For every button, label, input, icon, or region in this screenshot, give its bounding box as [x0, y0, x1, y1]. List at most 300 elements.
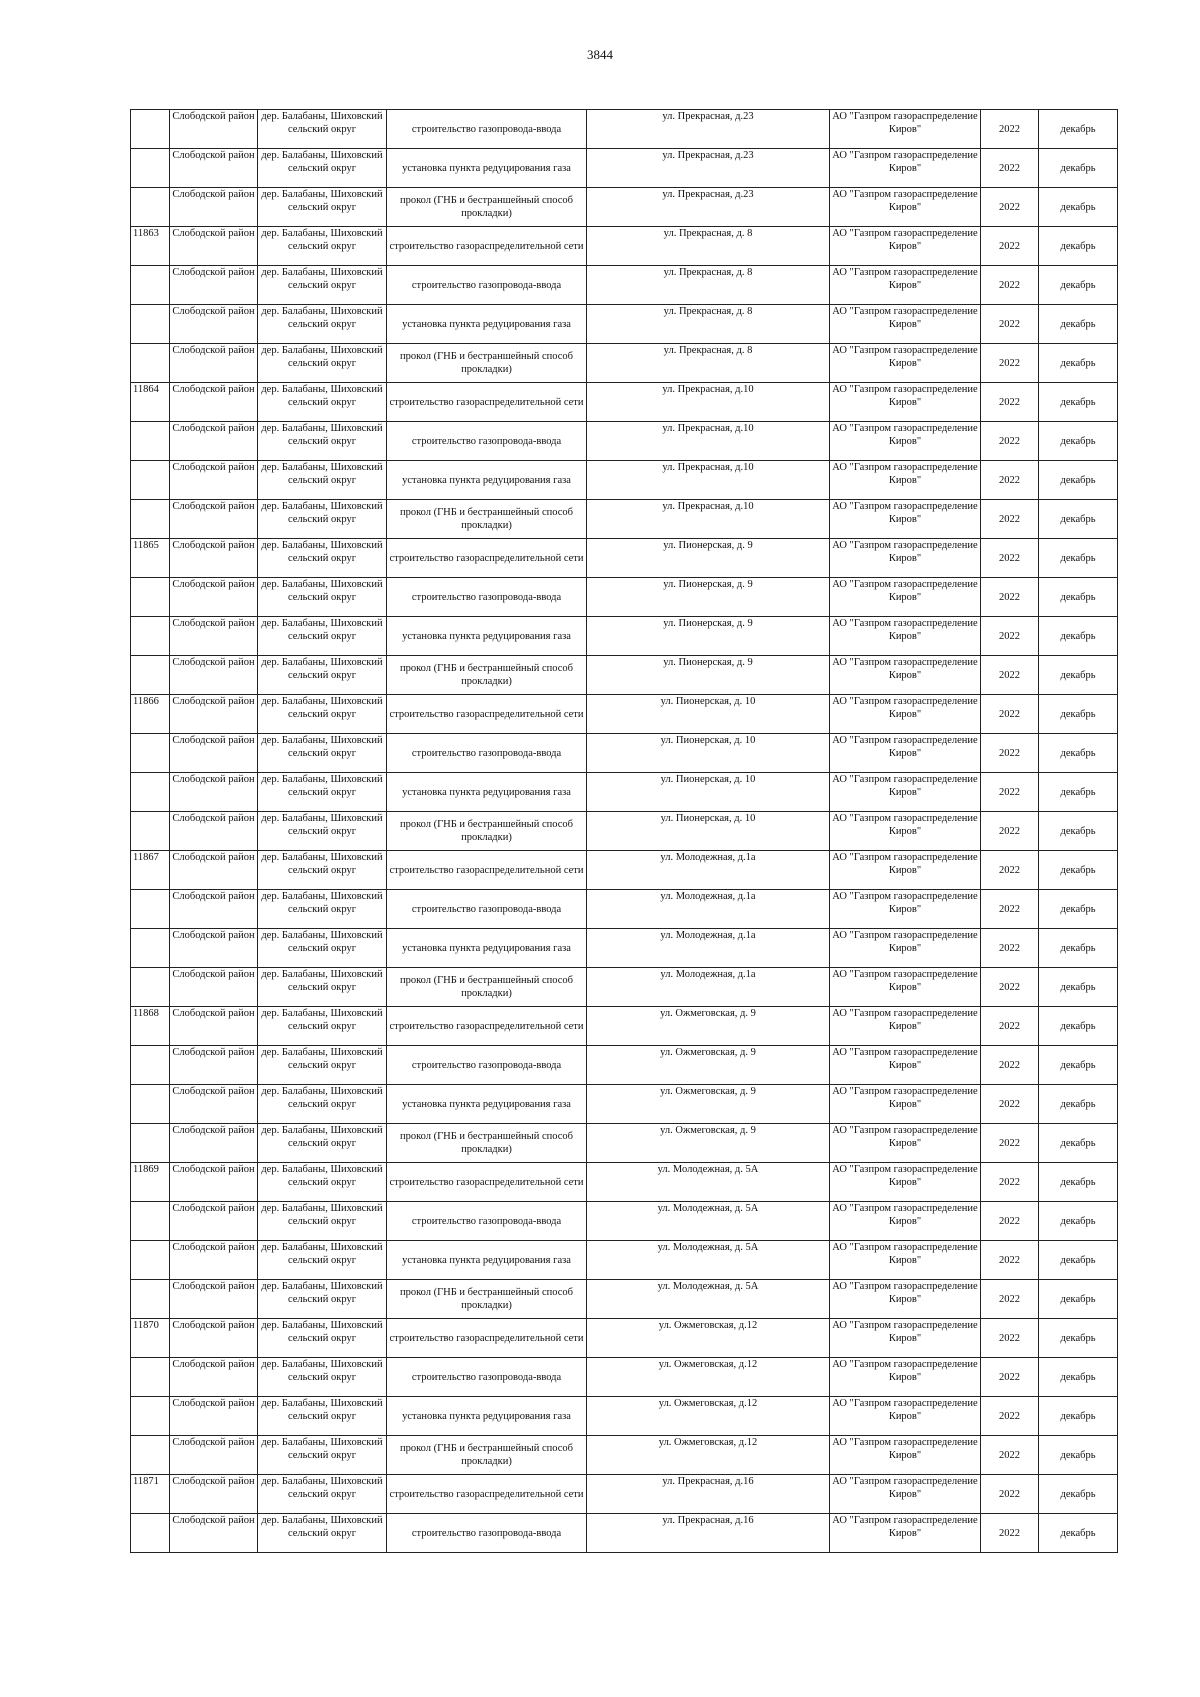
district-cell: Слободской район	[170, 695, 258, 734]
year-cell: 2022	[981, 890, 1039, 929]
district-cell: Слободской район	[170, 1085, 258, 1124]
settlement-cell: дер. Балабаны, Шиховский сельский округ	[258, 1280, 387, 1319]
district-cell: Слободской район	[170, 383, 258, 422]
table-row	[131, 1241, 1118, 1280]
organization-cell: АО "Газпром газораспределение Киров"	[830, 1046, 981, 1085]
district-cell: Слободской район	[170, 1358, 258, 1397]
work-type-cell: установка пункта редуцирования газа	[387, 1397, 587, 1436]
district-cell: Слободской район	[170, 1241, 258, 1280]
row-number	[131, 1124, 170, 1163]
table-row	[131, 461, 1118, 500]
table-row	[131, 422, 1118, 461]
row-number	[131, 461, 170, 500]
month-cell: декабрь	[1039, 1514, 1118, 1553]
settlement-cell: дер. Балабаны, Шиховский сельский округ	[258, 500, 387, 539]
organization-cell: АО "Газпром газораспределение Киров"	[830, 734, 981, 773]
year-cell: 2022	[981, 773, 1039, 812]
row-number	[131, 929, 170, 968]
month-cell: декабрь	[1039, 734, 1118, 773]
row-number	[131, 1046, 170, 1085]
organization-cell: АО "Газпром газораспределение Киров"	[830, 1202, 981, 1241]
table-row	[131, 1202, 1118, 1241]
month-cell: декабрь	[1039, 578, 1118, 617]
settlement-cell: дер. Балабаны, Шиховский сельский округ	[258, 734, 387, 773]
year-cell: 2022	[981, 188, 1039, 227]
settlement-cell: дер. Балабаны, Шиховский сельский округ	[258, 1514, 387, 1553]
work-type-cell: строительство газопровода-ввода	[387, 266, 587, 305]
year-cell: 2022	[981, 617, 1039, 656]
month-cell: декабрь	[1039, 1475, 1118, 1514]
address-cell: ул. Ожмеговская, д.12	[587, 1436, 830, 1475]
organization-cell: АО "Газпром газораспределение Киров"	[830, 1085, 981, 1124]
month-cell: декабрь	[1039, 305, 1118, 344]
row-number	[131, 1241, 170, 1280]
district-cell: Слободской район	[170, 1514, 258, 1553]
address-cell: ул. Прекрасная, д.23	[587, 149, 830, 188]
work-type-cell: прокол (ГНБ и бестраншейный способ прокладки)	[387, 656, 587, 695]
settlement-cell: дер. Балабаны, Шиховский сельский округ	[258, 110, 387, 149]
address-cell: ул. Прекрасная, д. 8	[587, 266, 830, 305]
address-cell: ул. Пионерская, д. 9	[587, 617, 830, 656]
work-type-cell: строительство газопровода-ввода	[387, 1358, 587, 1397]
district-cell: Слободской район	[170, 1124, 258, 1163]
organization-cell: АО "Газпром газораспределение Киров"	[830, 227, 981, 266]
row-number	[131, 1436, 170, 1475]
organization-cell: АО "Газпром газораспределение Киров"	[830, 695, 981, 734]
month-cell: декабрь	[1039, 1241, 1118, 1280]
organization-cell: АО "Газпром газораспределение Киров"	[830, 461, 981, 500]
row-number: 11868	[131, 1007, 170, 1046]
district-cell: Слободской район	[170, 149, 258, 188]
year-cell: 2022	[981, 578, 1039, 617]
row-number: 11865	[131, 539, 170, 578]
table-row	[131, 305, 1118, 344]
table-row	[131, 227, 1118, 266]
year-cell: 2022	[981, 929, 1039, 968]
organization-cell: АО "Газпром газораспределение Киров"	[830, 149, 981, 188]
row-number	[131, 344, 170, 383]
works-table	[130, 109, 1118, 1553]
organization-cell: АО "Газпром газораспределение Киров"	[830, 344, 981, 383]
work-type-cell: строительство газопровода-ввода	[387, 1046, 587, 1085]
settlement-cell: дер. Балабаны, Шиховский сельский округ	[258, 1163, 387, 1202]
year-cell: 2022	[981, 1241, 1039, 1280]
table-row	[131, 890, 1118, 929]
organization-cell: АО "Газпром газораспределение Киров"	[830, 578, 981, 617]
address-cell: ул. Молодежная, д. 5А	[587, 1163, 830, 1202]
work-type-cell: прокол (ГНБ и бестраншейный способ прокладки)	[387, 1436, 587, 1475]
address-cell: ул. Молодежная, д. 5А	[587, 1280, 830, 1319]
address-cell: ул. Молодежная, д. 5А	[587, 1202, 830, 1241]
year-cell: 2022	[981, 266, 1039, 305]
organization-cell: АО "Газпром газораспределение Киров"	[830, 812, 981, 851]
year-cell: 2022	[981, 695, 1039, 734]
address-cell: ул. Прекрасная, д.23	[587, 110, 830, 149]
month-cell: декабрь	[1039, 1163, 1118, 1202]
address-cell: ул. Прекрасная, д.23	[587, 188, 830, 227]
district-cell: Слободской район	[170, 968, 258, 1007]
address-cell: ул. Прекрасная, д.10	[587, 461, 830, 500]
work-type-cell: строительство газопровода-ввода	[387, 1202, 587, 1241]
row-number	[131, 266, 170, 305]
organization-cell: АО "Газпром газораспределение Киров"	[830, 1436, 981, 1475]
year-cell: 2022	[981, 422, 1039, 461]
settlement-cell: дер. Балабаны, Шиховский сельский округ	[258, 539, 387, 578]
row-number: 11870	[131, 1319, 170, 1358]
address-cell: ул. Пионерская, д. 10	[587, 695, 830, 734]
month-cell: декабрь	[1039, 227, 1118, 266]
settlement-cell: дер. Балабаны, Шиховский сельский округ	[258, 383, 387, 422]
year-cell: 2022	[981, 1046, 1039, 1085]
work-type-cell: строительство газораспределительной сети	[387, 1319, 587, 1358]
table-row	[131, 1280, 1118, 1319]
row-number	[131, 1358, 170, 1397]
year-cell: 2022	[981, 1163, 1039, 1202]
work-type-cell: строительство газопровода-ввода	[387, 1514, 587, 1553]
work-type-cell: строительство газораспределительной сети	[387, 539, 587, 578]
table-row	[131, 734, 1118, 773]
settlement-cell: дер. Балабаны, Шиховский сельский округ	[258, 968, 387, 1007]
row-number: 11871	[131, 1475, 170, 1514]
month-cell: декабрь	[1039, 110, 1118, 149]
settlement-cell: дер. Балабаны, Шиховский сельский округ	[258, 1358, 387, 1397]
work-type-cell: строительство газораспределительной сети	[387, 1163, 587, 1202]
work-type-cell: прокол (ГНБ и бестраншейный способ прокладки)	[387, 812, 587, 851]
district-cell: Слободской район	[170, 617, 258, 656]
address-cell: ул. Пионерская, д. 9	[587, 539, 830, 578]
row-number	[131, 617, 170, 656]
month-cell: декабрь	[1039, 1280, 1118, 1319]
organization-cell: АО "Газпром газораспределение Киров"	[830, 1163, 981, 1202]
address-cell: ул. Пионерская, д. 10	[587, 812, 830, 851]
month-cell: декабрь	[1039, 539, 1118, 578]
work-type-cell: установка пункта редуцирования газа	[387, 149, 587, 188]
row-number	[131, 305, 170, 344]
year-cell: 2022	[981, 812, 1039, 851]
work-type-cell: установка пункта редуцирования газа	[387, 929, 587, 968]
address-cell: ул. Прекрасная, д. 8	[587, 344, 830, 383]
table-row	[131, 188, 1118, 227]
district-cell: Слободской район	[170, 1163, 258, 1202]
address-cell: ул. Молодежная, д. 5А	[587, 1241, 830, 1280]
settlement-cell: дер. Балабаны, Шиховский сельский округ	[258, 851, 387, 890]
month-cell: декабрь	[1039, 851, 1118, 890]
table-row	[131, 1085, 1118, 1124]
settlement-cell: дер. Балабаны, Шиховский сельский округ	[258, 1202, 387, 1241]
year-cell: 2022	[981, 227, 1039, 266]
row-number	[131, 500, 170, 539]
month-cell: декабрь	[1039, 461, 1118, 500]
district-cell: Слободской район	[170, 734, 258, 773]
organization-cell: АО "Газпром газораспределение Киров"	[830, 305, 981, 344]
table-row	[131, 149, 1118, 188]
year-cell: 2022	[981, 1358, 1039, 1397]
settlement-cell: дер. Балабаны, Шиховский сельский округ	[258, 773, 387, 812]
address-cell: ул. Прекрасная, д. 8	[587, 227, 830, 266]
settlement-cell: дер. Балабаны, Шиховский сельский округ	[258, 266, 387, 305]
month-cell: декабрь	[1039, 773, 1118, 812]
row-number: 11863	[131, 227, 170, 266]
work-type-cell: установка пункта редуцирования газа	[387, 305, 587, 344]
address-cell: ул. Ожмеговская, д. 9	[587, 1046, 830, 1085]
organization-cell: АО "Газпром газораспределение Киров"	[830, 1319, 981, 1358]
month-cell: декабрь	[1039, 188, 1118, 227]
organization-cell: АО "Газпром газораспределение Киров"	[830, 1241, 981, 1280]
row-number	[131, 422, 170, 461]
district-cell: Слободской район	[170, 266, 258, 305]
row-number	[131, 1085, 170, 1124]
row-number	[131, 149, 170, 188]
district-cell: Слободской район	[170, 1475, 258, 1514]
organization-cell: АО "Газпром газораспределение Киров"	[830, 500, 981, 539]
year-cell: 2022	[981, 851, 1039, 890]
row-number	[131, 1514, 170, 1553]
month-cell: декабрь	[1039, 890, 1118, 929]
row-number	[131, 968, 170, 1007]
table-row	[131, 539, 1118, 578]
year-cell: 2022	[981, 539, 1039, 578]
settlement-cell: дер. Балабаны, Шиховский сельский округ	[258, 1007, 387, 1046]
address-cell: ул. Ожмеговская, д. 9	[587, 1124, 830, 1163]
district-cell: Слободской район	[170, 773, 258, 812]
month-cell: декабрь	[1039, 1124, 1118, 1163]
settlement-cell: дер. Балабаны, Шиховский сельский округ	[258, 149, 387, 188]
address-cell: ул. Пионерская, д. 9	[587, 578, 830, 617]
row-number: 11869	[131, 1163, 170, 1202]
address-cell: ул. Пионерская, д. 9	[587, 656, 830, 695]
page-number: 3844	[587, 47, 613, 62]
work-type-cell: строительство газопровода-ввода	[387, 890, 587, 929]
table-row	[131, 656, 1118, 695]
district-cell: Слободской район	[170, 1280, 258, 1319]
month-cell: декабрь	[1039, 1007, 1118, 1046]
work-type-cell: установка пункта редуцирования газа	[387, 1241, 587, 1280]
settlement-cell: дер. Балабаны, Шиховский сельский округ	[258, 617, 387, 656]
table-row	[131, 773, 1118, 812]
row-number	[131, 1397, 170, 1436]
organization-cell: АО "Газпром газораспределение Киров"	[830, 1280, 981, 1319]
month-cell: декабрь	[1039, 929, 1118, 968]
table-row	[131, 929, 1118, 968]
district-cell: Слободской район	[170, 539, 258, 578]
year-cell: 2022	[981, 1397, 1039, 1436]
organization-cell: АО "Газпром газораспределение Киров"	[830, 188, 981, 227]
table-row	[131, 851, 1118, 890]
district-cell: Слободской район	[170, 1436, 258, 1475]
year-cell: 2022	[981, 1436, 1039, 1475]
settlement-cell: дер. Балабаны, Шиховский сельский округ	[258, 812, 387, 851]
district-cell: Слободской район	[170, 812, 258, 851]
row-number: 11866	[131, 695, 170, 734]
year-cell: 2022	[981, 968, 1039, 1007]
table-row	[131, 1007, 1118, 1046]
work-type-cell: строительство газораспределительной сети	[387, 1475, 587, 1514]
settlement-cell: дер. Балабаны, Шиховский сельский округ	[258, 1475, 387, 1514]
work-type-cell: установка пункта редуцирования газа	[387, 1085, 587, 1124]
year-cell: 2022	[981, 461, 1039, 500]
district-cell: Слободской район	[170, 1202, 258, 1241]
work-type-cell: строительство газораспределительной сети	[387, 851, 587, 890]
table-row	[131, 578, 1118, 617]
month-cell: декабрь	[1039, 500, 1118, 539]
year-cell: 2022	[981, 344, 1039, 383]
address-cell: ул. Пионерская, д. 10	[587, 734, 830, 773]
settlement-cell: дер. Балабаны, Шиховский сельский округ	[258, 1124, 387, 1163]
settlement-cell: дер. Балабаны, Шиховский сельский округ	[258, 1085, 387, 1124]
row-number	[131, 812, 170, 851]
work-type-cell: строительство газораспределительной сети	[387, 383, 587, 422]
month-cell: декабрь	[1039, 695, 1118, 734]
district-cell: Слободской район	[170, 1397, 258, 1436]
work-type-cell: установка пункта редуцирования газа	[387, 617, 587, 656]
table-row	[131, 266, 1118, 305]
settlement-cell: дер. Балабаны, Шиховский сельский округ	[258, 188, 387, 227]
work-type-cell: прокол (ГНБ и бестраншейный способ прокладки)	[387, 968, 587, 1007]
settlement-cell: дер. Балабаны, Шиховский сельский округ	[258, 227, 387, 266]
month-cell: декабрь	[1039, 1436, 1118, 1475]
month-cell: декабрь	[1039, 617, 1118, 656]
district-cell: Слободской район	[170, 110, 258, 149]
address-cell: ул. Молодежная, д.1а	[587, 890, 830, 929]
work-type-cell: прокол (ГНБ и бестраншейный способ прокладки)	[387, 344, 587, 383]
work-type-cell: прокол (ГНБ и бестраншейный способ прокладки)	[387, 1124, 587, 1163]
settlement-cell: дер. Балабаны, Шиховский сельский округ	[258, 305, 387, 344]
district-cell: Слободской район	[170, 188, 258, 227]
year-cell: 2022	[981, 383, 1039, 422]
settlement-cell: дер. Балабаны, Шиховский сельский округ	[258, 1436, 387, 1475]
address-cell: ул. Прекрасная, д.16	[587, 1475, 830, 1514]
month-cell: декабрь	[1039, 422, 1118, 461]
address-cell: ул. Ожмеговская, д.12	[587, 1397, 830, 1436]
district-cell: Слободской район	[170, 929, 258, 968]
district-cell: Слободской район	[170, 500, 258, 539]
work-type-cell: прокол (ГНБ и бестраншейный способ прокладки)	[387, 500, 587, 539]
work-type-cell: строительство газораспределительной сети	[387, 227, 587, 266]
settlement-cell: дер. Балабаны, Шиховский сельский округ	[258, 461, 387, 500]
district-cell: Слободской район	[170, 227, 258, 266]
table-row	[131, 812, 1118, 851]
district-cell: Слободской район	[170, 890, 258, 929]
settlement-cell: дер. Балабаны, Шиховский сельский округ	[258, 890, 387, 929]
organization-cell: АО "Газпром газораспределение Киров"	[830, 110, 981, 149]
row-number	[131, 110, 170, 149]
settlement-cell: дер. Балабаны, Шиховский сельский округ	[258, 422, 387, 461]
year-cell: 2022	[981, 1085, 1039, 1124]
table-row	[131, 383, 1118, 422]
year-cell: 2022	[981, 110, 1039, 149]
table-row	[131, 1514, 1118, 1553]
organization-cell: АО "Газпром газораспределение Киров"	[830, 617, 981, 656]
table-row	[131, 1358, 1118, 1397]
work-type-cell: строительство газопровода-ввода	[387, 422, 587, 461]
address-cell: ул. Прекрасная, д.10	[587, 500, 830, 539]
organization-cell: АО "Газпром газораспределение Киров"	[830, 422, 981, 461]
district-cell: Слободской район	[170, 1046, 258, 1085]
work-type-cell: строительство газопровода-ввода	[387, 110, 587, 149]
year-cell: 2022	[981, 656, 1039, 695]
row-number	[131, 578, 170, 617]
organization-cell: АО "Газпром газораспределение Киров"	[830, 266, 981, 305]
address-cell: ул. Пионерская, д. 10	[587, 773, 830, 812]
settlement-cell: дер. Балабаны, Шиховский сельский округ	[258, 929, 387, 968]
row-number: 11864	[131, 383, 170, 422]
address-cell: ул. Молодежная, д.1а	[587, 851, 830, 890]
address-cell: ул. Прекрасная, д.10	[587, 422, 830, 461]
organization-cell: АО "Газпром газораспределение Киров"	[830, 851, 981, 890]
district-cell: Слободской район	[170, 578, 258, 617]
organization-cell: АО "Газпром газораспределение Киров"	[830, 539, 981, 578]
month-cell: декабрь	[1039, 968, 1118, 1007]
organization-cell: АО "Газпром газораспределение Киров"	[830, 773, 981, 812]
work-type-cell: установка пункта редуцирования газа	[387, 461, 587, 500]
district-cell: Слободской район	[170, 422, 258, 461]
month-cell: декабрь	[1039, 1085, 1118, 1124]
district-cell: Слободской район	[170, 305, 258, 344]
table-row	[131, 1046, 1118, 1085]
year-cell: 2022	[981, 1514, 1039, 1553]
work-type-cell: строительство газопровода-ввода	[387, 734, 587, 773]
address-cell: ул. Прекрасная, д. 8	[587, 305, 830, 344]
table-row	[131, 1475, 1118, 1514]
year-cell: 2022	[981, 1280, 1039, 1319]
organization-cell: АО "Газпром газораспределение Киров"	[830, 1358, 981, 1397]
organization-cell: АО "Газпром газораспределение Киров"	[830, 1124, 981, 1163]
row-number	[131, 890, 170, 929]
month-cell: декабрь	[1039, 1046, 1118, 1085]
table-row	[131, 1319, 1118, 1358]
work-type-cell: прокол (ГНБ и бестраншейный способ прокладки)	[387, 188, 587, 227]
settlement-cell: дер. Балабаны, Шиховский сельский округ	[258, 656, 387, 695]
district-cell: Слободской район	[170, 461, 258, 500]
month-cell: декабрь	[1039, 1319, 1118, 1358]
month-cell: декабрь	[1039, 1397, 1118, 1436]
month-cell: декабрь	[1039, 149, 1118, 188]
month-cell: декабрь	[1039, 1202, 1118, 1241]
organization-cell: АО "Газпром газораспределение Киров"	[830, 1007, 981, 1046]
organization-cell: АО "Газпром газораспределение Киров"	[830, 656, 981, 695]
year-cell: 2022	[981, 1319, 1039, 1358]
organization-cell: АО "Газпром газораспределение Киров"	[830, 929, 981, 968]
month-cell: декабрь	[1039, 383, 1118, 422]
year-cell: 2022	[981, 1007, 1039, 1046]
year-cell: 2022	[981, 149, 1039, 188]
address-cell: ул. Ожмеговская, д.12	[587, 1358, 830, 1397]
organization-cell: АО "Газпром газораспределение Киров"	[830, 890, 981, 929]
table-row	[131, 617, 1118, 656]
month-cell: декабрь	[1039, 812, 1118, 851]
table-row	[131, 1163, 1118, 1202]
organization-cell: АО "Газпром газораспределение Киров"	[830, 1514, 981, 1553]
month-cell: декабрь	[1039, 344, 1118, 383]
district-cell: Слободской район	[170, 1007, 258, 1046]
organization-cell: АО "Газпром газораспределение Киров"	[830, 968, 981, 1007]
year-cell: 2022	[981, 1202, 1039, 1241]
table-row	[131, 110, 1118, 149]
settlement-cell: дер. Балабаны, Шиховский сельский округ	[258, 695, 387, 734]
year-cell: 2022	[981, 500, 1039, 539]
settlement-cell: дер. Балабаны, Шиховский сельский округ	[258, 344, 387, 383]
address-cell: ул. Молодежная, д.1а	[587, 929, 830, 968]
address-cell: ул. Ожмеговская, д. 9	[587, 1007, 830, 1046]
address-cell: ул. Прекрасная, д.16	[587, 1514, 830, 1553]
year-cell: 2022	[981, 305, 1039, 344]
address-cell: ул. Молодежная, д.1а	[587, 968, 830, 1007]
district-cell: Слободской район	[170, 1319, 258, 1358]
address-cell: ул. Ожмеговская, д.12	[587, 1319, 830, 1358]
row-number	[131, 656, 170, 695]
organization-cell: АО "Газпром газораспределение Киров"	[830, 1475, 981, 1514]
table-row	[131, 1397, 1118, 1436]
